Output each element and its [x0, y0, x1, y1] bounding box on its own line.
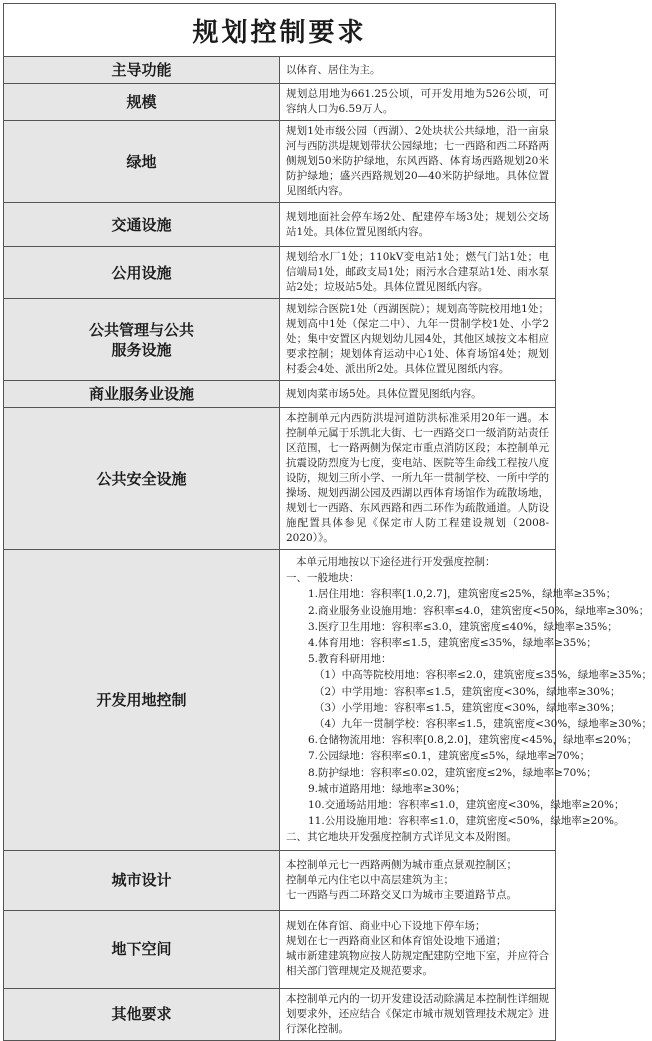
dev-line: 8.防护绿地：容积率≤0.02，建筑密度≤2%，绿地率≥70%；	[308, 766, 597, 779]
row-utilities	[4, 247, 556, 299]
row-traffic	[4, 203, 556, 247]
row-scale	[4, 84, 556, 121]
row-commercial	[4, 381, 556, 408]
dev-line: 9.城市道路用地：绿地率≥30%；	[308, 782, 466, 795]
label-public-service-line-1: 公共管理与公共	[88, 320, 194, 339]
row-safety	[4, 408, 556, 550]
label-commercial: 商业服务业设施	[4, 381, 280, 408]
content-other: 本控制单元内的一切开发建设活动除满足本控制性详细规划要求外，还应结合《保定市城市规划管理技术规定》进行深化控制。	[280, 988, 556, 1040]
planning-requirements-sheet	[0, 3, 652, 1035]
underground-line: 规划在体育馆、商业中心下设地下停车场；	[286, 920, 486, 933]
label-other: 其他要求	[4, 988, 280, 1040]
requirements-table	[3, 3, 652, 1041]
content-underground	[280, 910, 556, 988]
content-scale: 规划总用地为661.25公顷，可开发用地为526公顷，可容纳人口为6.59万人。	[280, 84, 556, 121]
label-public-service	[4, 299, 280, 381]
title-row	[4, 4, 556, 57]
label-scale: 规模	[4, 84, 280, 121]
label-main-function: 主导功能	[4, 57, 280, 84]
content-green: 规划1处市级公园（西湖）、2处块状公共绿地，沿一亩泉河与西防洪堤规划带状公园绿地；七一西路和西二环路两侧规划50米防护绿地，东风西路、体育场西路规划20米防护绿地；盛兴西路规划20—40米防护绿地。具体位置见图纸内容。	[280, 121, 556, 203]
dev-line: （4）九年一贯制学校：容积率≤1.5，建筑密度<30%，绿地率≥30%；	[314, 718, 652, 731]
dev-line: 一、一般地块：	[286, 572, 360, 585]
urban-design-line: 七一西路与西二环路交叉口为城市主要道路节点。	[286, 888, 517, 901]
dev-line: 5.教育科研用地：	[308, 653, 392, 666]
dev-line: （3）小学用地：容积率≤1.5，建筑密度<30%，绿地率≥30%；	[314, 701, 621, 714]
underground-line: 城市新建建筑物应按人防规定配建防空地下室，并应符合相关部门管理规定及规范要求。	[286, 950, 549, 978]
dev-line: （2）中学用地：容积率≤1.5，建筑密度<30%，绿地率≥30%；	[314, 685, 621, 698]
row-development	[4, 550, 556, 851]
row-underground	[4, 910, 556, 988]
dev-line: 10.交通场站用地：容积率≤1.0，建筑密度<30%，绿地率≥20%；	[308, 799, 625, 812]
dev-line: 11.公用设施用地：容积率≤1.0，建筑密度<50%，绿地率≥20%。	[308, 815, 625, 828]
content-commercial: 规划肉菜市场5处。具体位置见图纸内容。	[280, 381, 556, 408]
dev-line: 4.体育用地：容积率≤1.5，建筑密度≤35%，绿地率≥35%；	[308, 637, 597, 650]
label-traffic: 交通设施	[4, 203, 280, 247]
content-utilities: 规划给水厂1处；110kV变电站1处；燃气门站1处；电信端局1处，邮政支局1处；雨污水合建泵站1处、雨水泵站2处；垃圾站5处。具体位置见图纸内容。	[280, 247, 556, 299]
content-traffic: 规划地面社会停车场2处、配建停车场3处；规划公交场站1处。具体位置见图纸内容。	[280, 203, 556, 247]
dev-line: 二、其它地块开发强度控制方式详见文本及附图。	[286, 831, 517, 844]
dev-line: 6.仓储物流用地：容积率[0.8,2.0]，建筑密度<45%，绿地率≤20%；	[308, 734, 638, 747]
label-development: 开发用地控制	[4, 550, 280, 851]
dev-line: （1）中高等院校用地：容积率≤2.0，建筑密度≤35%，绿地率≥35%；	[314, 669, 652, 682]
underground-line: 规划在七一西路商业区和体育馆处设地下通道；	[286, 935, 507, 948]
content-public-service: 规划综合医院1处（西湖医院）；规划高等院校用地1处；规划高中1处（保定二中）、九年一贯制学校1处、小学2处；集中安置区内规划幼儿园4处，其他区域按文本相应要求控制；规划体育运动中心1处、体育场馆4处；规划村委会4处、派出所2处。具体位置见图纸内容。	[280, 299, 556, 381]
table-title: 规划控制要求	[4, 4, 556, 57]
content-development	[280, 550, 652, 851]
dev-line: 7.公园绿地：容积率≤0.1，建筑密度≤5%，绿地率≥70%；	[308, 750, 591, 763]
content-safety: 本控制单元内西防洪堤河道防洪标准采用20年一遇。本控制单元属于乐凯北大街、七一西路交口一级消防站责任区范围，七一路两侧为保定市重点消防区段；本控制单元抗震设防烈度为七度，变电站、医院等生命线工程按八度设防，规划三所小学、一所九年一贯制学校、一所中学的操场、规划西湖公园及西湖以西体育场馆作为疏散场地，规划七一西路、东风西路和西二环作为疏散通道。人防设施配置具体参见《保定市人防工程建设规划（2008-2020）》。	[280, 408, 556, 550]
label-urban-design: 城市设计	[4, 850, 280, 910]
urban-design-line: 本控制单元七一西路两侧为城市重点景观控制区；	[286, 858, 517, 871]
row-main-function	[4, 57, 556, 84]
urban-design-line: 控制单元内住宅以中高层建筑为主；	[286, 873, 454, 886]
dev-line: 1.居住用地：容积率[1.0,2.7]，建筑密度≤25%，绿地率≥35%；	[308, 588, 617, 601]
label-green: 绿地	[4, 121, 280, 203]
row-urban-design	[4, 850, 556, 910]
content-urban-design	[280, 850, 556, 910]
label-public-service-line-2: 服务设施	[111, 340, 172, 359]
label-utilities: 公用设施	[4, 247, 280, 299]
row-green	[4, 121, 556, 203]
label-underground: 地下空间	[4, 910, 280, 988]
dev-line: 2.商业服务业设施用地：容积率≤4.0，建筑密度<50%，绿地率≥30%；	[308, 604, 650, 617]
content-main-function: 以体育、居住为主。	[280, 57, 556, 84]
label-safety: 公共安全设施	[4, 408, 280, 550]
row-public-service	[4, 299, 556, 381]
dev-line: 3.医疗卫生用地：容积率≤3.0，建筑密度≤40%，绿地率≥35%；	[308, 620, 618, 633]
dev-line: 本单元用地按以下途径进行开发强度控制：	[296, 556, 496, 568]
row-other	[4, 988, 556, 1040]
